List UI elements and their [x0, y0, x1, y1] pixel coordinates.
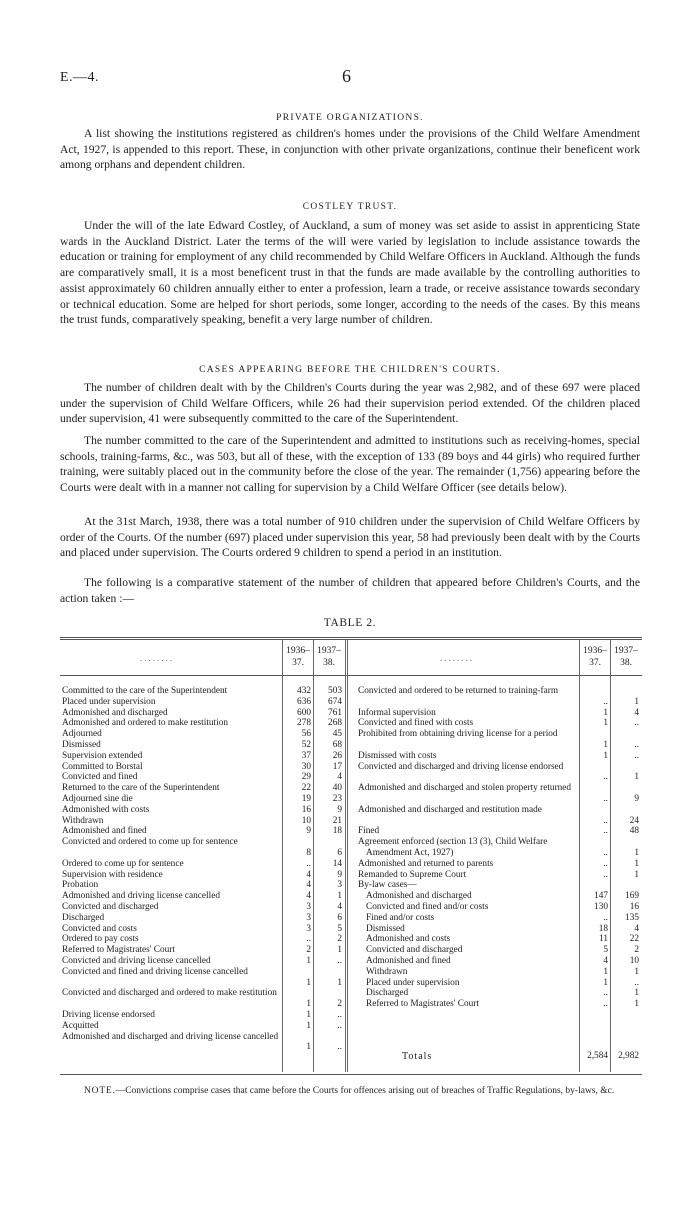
right-row-1936-value: 1 [603, 966, 608, 977]
left-row-label: Admonished and ordered to make restitution [62, 718, 229, 729]
left-row-label: Adjourned [62, 729, 102, 740]
left-row-1936-value: 9 [306, 826, 311, 837]
col-header-1936-right: 1936–37. [583, 646, 607, 668]
right-row-1937-value: .. [634, 718, 639, 729]
left-row-1937-value: 14 [332, 858, 342, 869]
left-row-label: Admonished and discharged and driving license cancelled [62, 1031, 279, 1042]
page-number: 6 [342, 66, 351, 86]
left-row-label: Convicted and discharged and ordered to make restitution [62, 988, 277, 999]
left-row-1936-value: 1 [306, 977, 311, 988]
left-row-1937-value: 2 [337, 934, 342, 945]
left-row-label: Supervision with residence [62, 869, 163, 880]
note-text: —Convictions comprise cases that came before the Courts for offences arising out of breaches of Traffic Regulations, by-laws, &c. [115, 1086, 615, 1096]
right-row-label: Referred to Magistrates' Court [366, 999, 479, 1010]
right-row-1936-value: 1 [603, 977, 608, 988]
left-row-label: Convicted and costs [62, 923, 137, 934]
left-row-label: Driving license endorsed [62, 1010, 155, 1020]
left-row-1936-value: 1 [306, 1010, 311, 1020]
right-row-1936-value: .. [603, 869, 608, 880]
left-row-1937-value: 23 [332, 794, 342, 804]
right-row-label: Fined and/or costs [366, 912, 435, 923]
left-row-1936-value: 1 [306, 1042, 311, 1053]
right-row-1937-value: 1 [634, 858, 639, 869]
left-row-1937-value: 1 [337, 977, 342, 988]
left-row-1936-value: 1 [306, 956, 311, 966]
left-row-1936-value: 1 [306, 999, 311, 1010]
right-row-label: Convicted and ordered to be returned to training-farm [358, 686, 559, 696]
left-row-label: Convicted and fined and driving license cancelled [62, 966, 248, 977]
left-row-1937-value: 68 [332, 740, 342, 750]
left-row-1937-value: 761 [328, 707, 342, 718]
right-row-label: Admonished and discharged [366, 891, 472, 902]
right-row-1937-value: .. [634, 750, 639, 761]
left-row-1936-value: 37 [301, 750, 311, 761]
left-row-1937-value: 2 [337, 999, 342, 1010]
right-row-1937-value: 1 [634, 848, 639, 858]
left-row-label: Convicted and driving license cancelled [62, 956, 211, 966]
left-row-label: Convicted and ordered to come up for sentence [62, 837, 238, 848]
right-row-1937-value: 4 [634, 707, 639, 718]
left-row-label: Placed under supervision [62, 696, 156, 707]
left-row-label: Supervision extended [62, 750, 143, 761]
left-row-1936-value: 636 [297, 696, 311, 707]
left-row-1937-value: 18 [332, 826, 342, 837]
left-row-1936-value: 4 [306, 869, 311, 880]
right-row-label: Admonished and discharged and restitution made [358, 804, 542, 815]
left-row-1937-value: 5 [337, 923, 342, 934]
header-leader-right: ........ [440, 653, 474, 663]
right-row-label: Withdrawn [366, 966, 408, 977]
left-row-label: Withdrawn [62, 815, 104, 826]
right-row-label: Placed under supervision [366, 977, 460, 988]
totals-1937: 2,982 [618, 1051, 639, 1061]
left-row-1936-value: 8 [306, 848, 311, 858]
left-row-1936-value: 278 [297, 718, 311, 729]
left-row-1937-value: .. [337, 1010, 342, 1020]
left-row-label: Discharged [62, 912, 105, 923]
left-row-1937-value: 26 [332, 750, 342, 761]
right-row-label: Admonished and returned to parents [358, 858, 494, 869]
left-row-1937-value: 6 [337, 848, 342, 858]
right-row-1937-value: .. [634, 977, 639, 988]
left-row-1936-value: 30 [301, 761, 311, 772]
paragraph-courts-1: The number of children dealt with by the Children's Courts during the year was 2,982, and of these 697 were placed under the supervision of Child Welfare Officers, while 26 had their supervision period extended. Of the children placed under supervision, 41 were subsequently committed to the care of the Superintendent. [60, 381, 640, 426]
right-row-1936-value: 130 [594, 902, 608, 912]
left-row-label: Returned to the care of the Superintendent [62, 783, 220, 794]
right-row-1937-value: 135 [625, 912, 639, 923]
right-row-1937-value: 1 [634, 966, 639, 977]
paragraph-private-organizations: A list showing the institutions registered as children's homes under the provisions of the Child Welfare Amendment Act, 1927, is appended to this report. These, in conjunction with other private organizations, continue their beneficent work among orphans and dependent children. [60, 127, 640, 172]
right-row-1936-value: 11 [599, 934, 608, 945]
left-row-1936-value: 600 [297, 707, 311, 718]
right-row-1936-value: .. [603, 848, 608, 858]
right-row-label: Agreement enforced (section 13 (3), Child Welfare Amendment Act, 1927) [358, 837, 548, 858]
right-row-1936-value: 1 [603, 750, 608, 761]
left-row-1937-value: 9 [337, 869, 342, 880]
table-note [60, 1085, 640, 1098]
right-row-1936-value: .. [603, 826, 608, 837]
right-row-label: Admonished and fined [366, 956, 451, 966]
right-row-1937-value: 48 [629, 826, 639, 837]
left-row-1936-value: 3 [306, 902, 311, 912]
right-row-1937-value: 1 [634, 869, 639, 880]
heading-childrens-courts: CASES APPEARING BEFORE THE CHILDREN'S COURTS. [199, 365, 501, 375]
right-row-1936-value: 4 [603, 956, 608, 966]
paragraph-courts-3: At the 31st March, 1938, there was a total number of 910 children under the supervision of Child Welfare Officers by order of the Courts. Of the number (697) placed under supervision this year, 58 had previously been dealt with by the Courts and placed under supervision. The Courts ordered 9 children to spend a period in an institution. [60, 515, 640, 560]
right-row-1936-value: 1 [603, 740, 608, 750]
left-row-1936-value: 52 [301, 740, 311, 750]
right-row-1936-value: .. [603, 772, 608, 783]
left-row-label: Dismissed [62, 740, 101, 750]
header-leader-left: ........ [140, 653, 174, 663]
col-header-1937-left: 1937–38. [317, 646, 341, 668]
right-row-label: Convicted and fined and/or costs [366, 902, 489, 912]
right-row-1937-value: 1 [634, 988, 639, 999]
heading-costley-trust: COSTLEY TRUST. [302, 202, 398, 212]
right-row-label: Convicted and fined with costs [358, 718, 474, 729]
left-row-label: Ordered to pay costs [62, 934, 139, 945]
left-row-1937-value: 45 [332, 729, 342, 740]
right-row-1937-value: 16 [629, 902, 639, 912]
right-row-1937-value: 24 [629, 815, 639, 826]
left-row-label: Adjourned sine die [62, 794, 133, 804]
left-row-1937-value: 21 [332, 815, 342, 826]
left-row-1936-value: 2 [306, 945, 311, 956]
table-top-rule [60, 637, 642, 640]
left-row-label: Ordered to come up for sentence [62, 858, 184, 869]
right-row-1936-value: .. [603, 696, 608, 707]
left-row-label: Admonished and discharged [62, 707, 168, 718]
right-row-1937-value: 4 [634, 923, 639, 934]
right-row-1936-value: 147 [594, 891, 608, 902]
left-row-label: Convicted and discharged [62, 902, 159, 912]
right-row-1937-value: 1 [634, 696, 639, 707]
right-row-1937-value: 169 [625, 891, 639, 902]
table-caption: TABLE 2. [323, 617, 377, 629]
left-row-1936-value: 22 [301, 783, 311, 794]
totals-1936: 2,584 [587, 1051, 608, 1061]
left-row-1936-value: 1 [306, 1020, 311, 1031]
left-row-1937-value: 1 [337, 945, 342, 956]
col-header-1937-right: 1937–38. [614, 646, 638, 668]
left-row-1937-value: 1 [337, 891, 342, 902]
left-row-1937-value: 674 [328, 696, 342, 707]
right-row-label: Discharged [366, 988, 409, 999]
left-row-1936-value: 4 [306, 891, 311, 902]
left-row-label: Admonished with costs [62, 804, 150, 815]
right-row-1937-value: 1 [634, 999, 639, 1010]
left-row-label: Committed to Borstal [62, 761, 143, 772]
left-row-1936-value: 56 [301, 729, 311, 740]
right-row-1936-value: 18 [598, 923, 608, 934]
left-row-1937-value: 4 [337, 772, 342, 783]
left-row-label: Probation [62, 880, 99, 891]
right-row-label: Admonished and discharged and stolen property returned [358, 783, 572, 794]
left-row-1937-value: 503 [328, 686, 342, 696]
left-row-1936-value: 432 [297, 686, 311, 696]
right-row-1936-value: .. [603, 999, 608, 1010]
left-row-label: Acquitted [62, 1020, 99, 1031]
left-row-1937-value: .. [337, 1042, 342, 1053]
right-row-label: By-law cases— [358, 880, 417, 891]
right-row-label: Convicted and discharged [366, 945, 463, 956]
left-row-1936-value: 10 [301, 815, 311, 826]
right-row-1936-value: .. [603, 988, 608, 999]
right-row-1937-value: 2 [634, 945, 639, 956]
left-row-1937-value: 17 [332, 761, 342, 772]
left-row-1936-value: .. [306, 934, 311, 945]
right-row-1936-value: 1 [603, 707, 608, 718]
left-row-label: Admonished and fined [62, 826, 147, 837]
left-row-1936-value: 16 [301, 804, 311, 815]
table-header-rule [60, 675, 642, 676]
left-row-1936-value: 3 [306, 912, 311, 923]
left-row-label: Committed to the care of the Superintendent [62, 686, 228, 696]
right-row-1937-value: 10 [629, 956, 639, 966]
right-row-1937-value: 22 [629, 934, 639, 945]
left-row-1937-value: 40 [332, 783, 342, 794]
col-divider-middle [345, 640, 348, 1072]
right-row-label: Dismissed with costs [358, 750, 437, 761]
totals-label: Totals [402, 1051, 433, 1062]
right-row-1936-value: .. [603, 912, 608, 923]
left-row-1936-value: 29 [301, 772, 311, 783]
right-row-1937-value: 9 [634, 794, 639, 804]
right-row-label: Convicted and discharged and driving license endorsed [358, 761, 564, 772]
paragraph-courts-2: The number committed to the care of the Superintendent and admitted to institutions such as receiving-homes, special schools, training-farms, &c., was 503, but all of these, with the exception of 133 (89 boys and 44 girls) who required further training, were suitably placed out in the community before the close of the year. The remainder (1,756) appearing before the Courts were dealt with in a manner not calling for supervision by a Child Welfare Officer (see details below). [60, 434, 640, 495]
left-row-1937-value: 268 [328, 718, 342, 729]
right-row-label: Remanded to Supreme Court [358, 869, 467, 880]
right-row-label: Prohibited from obtaining driving license for a period [358, 729, 558, 740]
right-row-1936-value: .. [603, 794, 608, 804]
left-row-label: Referred to Magistrates' Court [62, 945, 175, 956]
left-row-1936-value: 4 [306, 880, 311, 891]
right-row-1937-value: 1 [634, 772, 639, 783]
right-row-1936-value: 5 [603, 945, 608, 956]
document-reference: E.—4. [60, 70, 100, 85]
left-row-1937-value: 6 [337, 912, 342, 923]
left-row-1936-value: 3 [306, 923, 311, 934]
left-row-1937-value: 3 [337, 880, 342, 891]
heading-private-organizations: PRIVATE ORGANIZATIONS. [276, 113, 424, 123]
right-row-label: Admonished and costs [366, 934, 451, 945]
right-row-1936-value: .. [603, 815, 608, 826]
right-row-label: Dismissed [366, 923, 405, 934]
paragraph-courts-4: The following is a comparative statement of the number of children that appeared before Children's Courts, and the action taken :— [60, 576, 640, 605]
left-row-1936-value: 19 [301, 794, 311, 804]
col-header-1936-left: 1936–37. [286, 646, 310, 668]
paragraph-costley-trust: Under the will of the late Edward Costley, of Auckland, a sum of money was set aside to assist in apprenticing State wards in the Auckland District. Later the terms of the will were varied by legislation to include assistance towards the education or training for employment of any child recommended by Child Welfare Officers in Auckland. Although the funds are comparatively small, it is a most beneficent trust in that the funds are made available by the controlling authorities to assist approximately 60 children annually either to enter a profession, learn a trade, or receive assistance towards secondary or technical education. Some are helped for short periods, some longer, according to the needs of the cases. By this means the trust funds, comparatively speaking, benefit a very large number of children. [60, 219, 640, 327]
right-row-label: Informal supervision [358, 707, 436, 718]
left-row-1936-value: .. [306, 858, 311, 869]
left-row-1937-value: .. [337, 956, 342, 966]
left-row-label: Convicted and fined [62, 772, 138, 783]
table-bottom-rule [60, 1074, 642, 1075]
left-row-1937-value: 9 [337, 804, 342, 815]
left-row-1937-value: .. [337, 1020, 342, 1031]
note-label: NOTE. [84, 1086, 116, 1096]
right-row-1936-value: .. [603, 858, 608, 869]
right-row-1936-value: 1 [603, 718, 608, 729]
left-row-label: Admonished and driving license cancelled [62, 891, 220, 902]
right-row-1937-value: .. [634, 740, 639, 750]
left-row-1937-value: 4 [337, 902, 342, 912]
right-row-label: Fined [358, 826, 380, 837]
